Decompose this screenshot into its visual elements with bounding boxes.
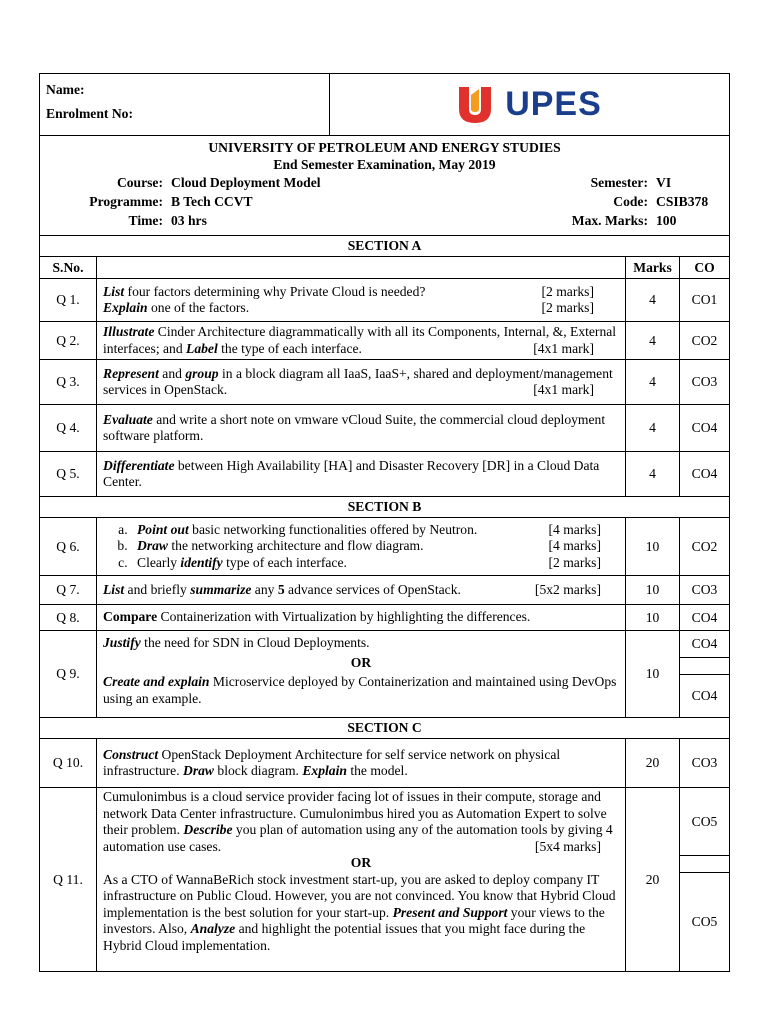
question-marks: 20	[626, 788, 680, 972]
marks-note: [5x2 marks]	[534, 581, 601, 597]
question-text: Illustrate Cinder Architecture diagrammatically with all its Components, Internal, &, External interfaces; and Label the type of each interface. [4x1 mark]	[97, 322, 626, 360]
question-number: Q 8.	[40, 605, 97, 631]
question-number: Q 5.	[40, 452, 97, 497]
question-row-q2	[40, 322, 730, 360]
course-label: Course:	[116, 175, 163, 190]
question-row-q5	[40, 452, 730, 497]
sub-question-a: a. Point out basic networking functionalities offered by Neutron. [4 marks]	[131, 522, 619, 539]
question-marks: 10	[626, 576, 680, 605]
question-co: CO1	[680, 279, 730, 322]
student-info	[40, 74, 330, 136]
sub-question-c: c. Clearly identify type of each interface. [2 marks]	[131, 555, 619, 572]
or-separator: OR	[350, 855, 372, 870]
question-row-q3	[40, 360, 730, 405]
programme-value: B Tech CCVT	[171, 194, 253, 209]
logo-cell	[330, 74, 730, 136]
question-marks: 4	[626, 279, 680, 322]
question-number: Q 2.	[40, 322, 97, 360]
question-marks: 4	[626, 452, 680, 497]
semester-value: VI	[656, 175, 672, 190]
question-row-q7	[40, 576, 730, 605]
time-value: 03 hrs	[171, 213, 207, 228]
upes-logo	[330, 85, 729, 125]
question-text: Cumulonimbus is a cloud service provider facing lot of issues in their compute, storage and network Data Center infrastructure. Cumulonimbus hired you as Automation Expert to solve their problem. Describe you plan of automation using any of the automation tools by giving 4 automation use cases. [5x4 marks] OR As a CTO of WannaBeRich stock investment start-up, you are asked to deploy company IT infrastructure on Public Cloud. However, you are not convinced. You know that Hybrid Cloud implementation is the best solution for your start-up. Present and Support your views to the investors. Also, Analyze and highlight the potential issues that you might face during the Hybrid Cloud implementation.	[97, 788, 626, 972]
question-number: Q 10.	[40, 739, 97, 788]
question-text: Justify the need for SDN in Cloud Deployments. OR Create and explain Microservice deployed by Containerization and maintained using DevOps using an example.	[97, 631, 626, 718]
time-label: Time:	[128, 213, 163, 228]
question-number: Q 3.	[40, 360, 97, 405]
question-co: CO3	[680, 360, 730, 405]
marks-note: [4x1 mark]	[533, 340, 594, 356]
marks-note: [4x1 mark]	[533, 382, 594, 397]
upes-logo-icon	[457, 85, 493, 125]
question-text	[97, 518, 626, 576]
question-text: Compare Containerization with Virtualization by highlighting the differences.	[97, 605, 626, 631]
question-marks: 10	[626, 518, 680, 576]
question-marks: 20	[626, 739, 680, 788]
question-co: CO5	[680, 788, 729, 856]
question-row-q4	[40, 405, 730, 452]
university-name: UNIVERSITY OF PETROLEUM AND ENERGY STUDIES	[208, 140, 561, 155]
marks-note: [2 marks]	[541, 300, 594, 315]
question-number: Q 11.	[40, 788, 97, 972]
header-table	[39, 73, 730, 236]
programme-label: Programme:	[89, 194, 163, 209]
question-number: Q 7.	[40, 576, 97, 605]
section-b-title: SECTION B	[40, 497, 730, 518]
semester-label: Semester:	[590, 175, 648, 190]
question-text: Evaluate and write a short note on vmware vCloud Suite, the commercial cloud deployment software platform.	[97, 405, 626, 452]
marks-note: [2 marks]	[541, 283, 594, 299]
question-co: CO3	[680, 576, 730, 605]
question-number: Q 9.	[40, 631, 97, 718]
marks-header: Marks	[626, 257, 680, 279]
question-co: CO4	[680, 405, 730, 452]
question-number: Q 6.	[40, 518, 97, 576]
maxmarks-value: 100	[656, 213, 677, 228]
question-co: CO4	[680, 452, 730, 497]
section-c-title: SECTION C	[40, 718, 730, 739]
question-marks: 4	[626, 405, 680, 452]
or-separator: OR	[350, 654, 372, 670]
name-label: Name:	[46, 82, 85, 97]
time-row	[48, 211, 721, 230]
question-row-q10	[40, 739, 730, 788]
question-co-split	[680, 631, 730, 718]
exam-details	[40, 136, 730, 236]
code-value: CSIB378	[656, 194, 709, 209]
question-marks: 10	[626, 605, 680, 631]
maxmarks-label: Max. Marks:	[571, 213, 648, 228]
enrolment-label: Enrolment No:	[46, 106, 133, 121]
question-marks: 4	[626, 360, 680, 405]
logo-text: UPES	[505, 85, 602, 123]
exam-paper	[39, 73, 729, 972]
question-row-q8	[40, 605, 730, 631]
question-marks: 10	[626, 631, 680, 718]
marks-note: [4 marks]	[548, 521, 601, 537]
programme-row	[48, 192, 721, 211]
marks-note: [5x4 marks]	[534, 838, 601, 854]
question-co: CO4	[691, 688, 718, 703]
question-co: CO4	[680, 631, 729, 658]
question-text: List four factors determining why Private Cloud is needed? [2 marks] Explain one of the factors. [2 marks]	[97, 279, 626, 322]
questions-table	[39, 235, 730, 972]
co-header: CO	[680, 257, 730, 279]
question-number: Q 1.	[40, 279, 97, 322]
section-a-title: SECTION A	[40, 236, 730, 257]
question-row-q9	[40, 631, 730, 718]
course-value: Cloud Deployment Model	[171, 175, 321, 190]
course-row	[48, 173, 721, 192]
question-text: Represent and group in a block diagram all IaaS, IaaS+, shared and deployment/management services in OpenStack. [4x1 mark]	[97, 360, 626, 405]
question-co: CO2	[680, 518, 730, 576]
question-row-q1	[40, 279, 730, 322]
code-label: Code:	[613, 194, 648, 209]
question-text: Construct OpenStack Deployment Architecture for self service network on physical infrastructure. Draw block diagram. Explain the model.	[97, 739, 626, 788]
sub-question-b: b. Draw the networking architecture and flow diagram. [4 marks]	[131, 538, 619, 555]
question-co-split	[680, 788, 730, 972]
question-co: CO5	[691, 914, 718, 929]
exam-title: End Semester Examination, May 2019	[273, 157, 496, 172]
marks-note: [2 marks]	[548, 554, 601, 570]
marks-note: [4 marks]	[548, 538, 601, 554]
question-text: Differentiate between High Availability [HA] and Disaster Recovery [DR] in a Cloud Data Center.	[97, 452, 626, 497]
question-co: CO3	[680, 739, 730, 788]
question-co: CO2	[680, 322, 730, 360]
question-marks: 4	[626, 322, 680, 360]
question-number: Q 4.	[40, 405, 97, 452]
question-co: CO4	[680, 605, 730, 631]
question-row-q11	[40, 788, 730, 972]
sno-header: S.No.	[40, 257, 97, 279]
question-text: List and briefly summarize any 5 advance services of OpenStack. [5x2 marks]	[97, 576, 626, 605]
question-row-q6	[40, 518, 730, 576]
